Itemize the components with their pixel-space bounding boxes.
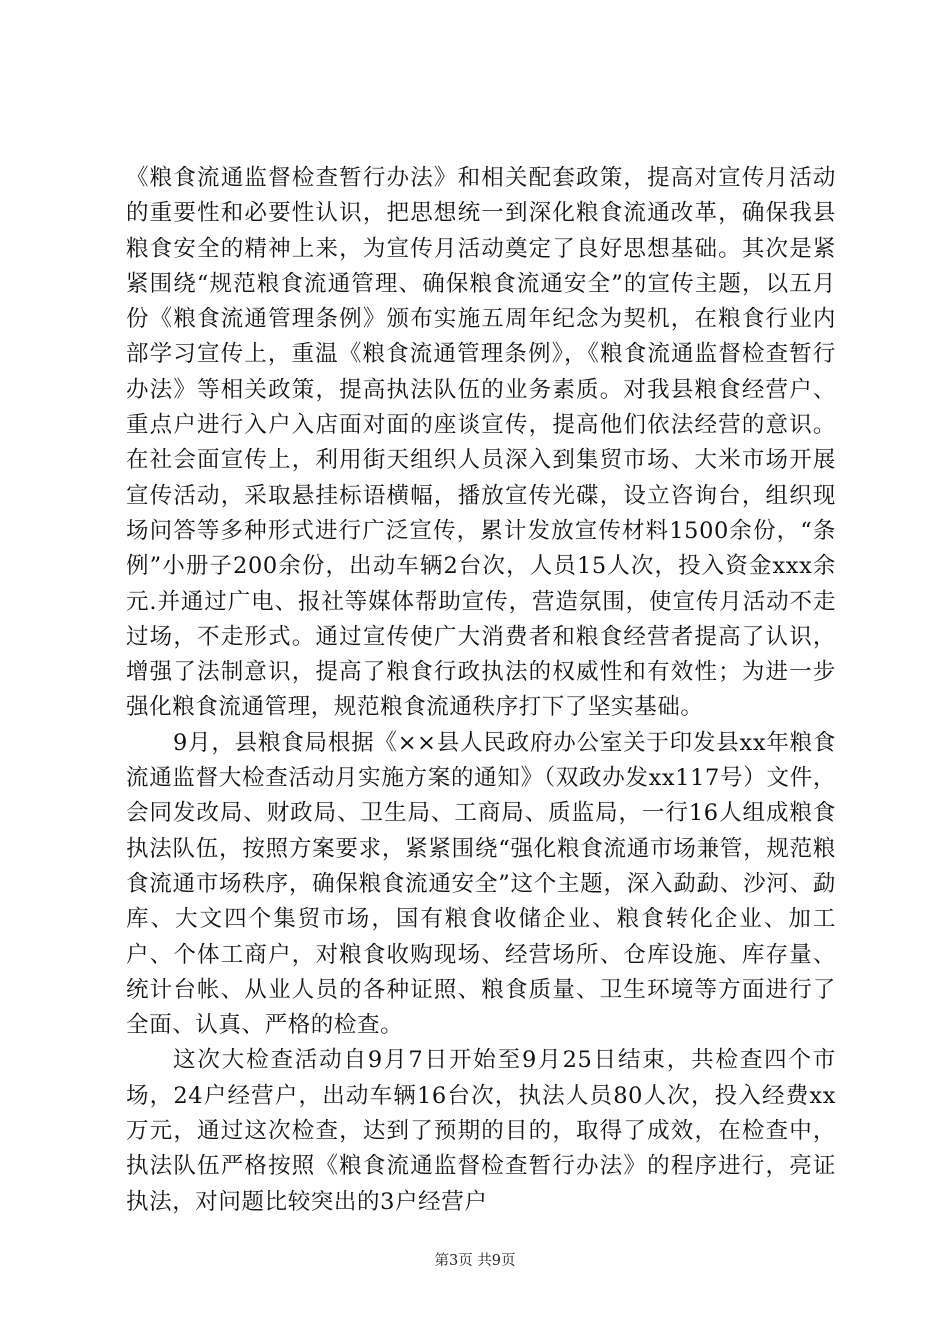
- paragraph-inspection-results: 这次大检查活动自9月7日开始至9月25日结束，共检查四个市场，24户经营户，出动车辆16台次，执法人员80人次，投入经费xx万元，通过这次检查，达到了预期的目的，取得了成效，在检查中，执法队伍严格按照《粮食流通监督检查暂行办法》的程序进行，亮证执法，对问题比较突出的3户经营户: [126, 1047, 836, 1215]
- page-number-footer: 第3页 共9页: [434, 1253, 516, 1269]
- document-body: [126, 161, 836, 1220]
- paragraph-publicity-month: 《粮食流通监督检查暂行办法》和相关配套政策，提高对宣传月活动的重要性和必要性认识，把思想统一到深化粮食流通改革，确保我县粮食安全的精神上来，为宣传月活动奠定了良好思想基础。其次是紧紧围绕“规范粮食流通管理、确保粮食流通安全”的宣传主题，以五月份《粮食流通管理条例》颁布实施五周年纪念为契机，在粮食行业内部学习宣传上，重温《粮食流通管理条例》，《粮食流通监督检查暂行办法》等相关政策，提高执法队伍的业务素质。对我县粮食经营户、重点户进行入户入店面对面的座谈宣传，提高他们依法经营的意识。在社会面宣传上，利用街天组织人员深入到集贸市场、大米市场开展宣传活动，采取悬挂标语横幅，播放宣传光碟，设立咨询台，组织现场问答等多种形式进行广泛宣传，累计发放宣传材料1500余份，“条例”小册子200余份，出动车辆2台次，人员15人次，投入资金xxx余元.并通过广电、报社等媒体帮助宣传，营造氛围，使宣传月活动不走过场，不走形式。通过宣传使广大消费者和粮食经营者提高了认识，增强了法制意识，提高了粮食行政执法的权威性和有效性；为进一步强化粮食流通管理，规范粮食流通秩序打下了坚实基础。: [126, 165, 836, 721]
- paragraph-september-inspection: 9月，县粮食局根据《××县人民政府办公室关于印发县xx年粮食流通监督大检查活动月实施方案的通知》（双政办发xx117号）文件，会同发改局、财政局、卫生局、工商局、质监局，一行16人组成粮食执法队伍，按照方案要求，紧紧围绕“强化粮食流通市场兼管，规范粮食流通市场秩序，确保粮食流通安全”这个主题，深入勐勐、沙河、勐库、大文四个集贸市场，国有粮食收储企业、粮食转化企业、加工户、个体工商户，对粮食收购现场、经营场所、仓库设施、库存量、统计台帐、从业人员的各种证照、粮食质量、卫生环境等方面进行了全面、认真、严格的检查。: [126, 729, 836, 1039]
